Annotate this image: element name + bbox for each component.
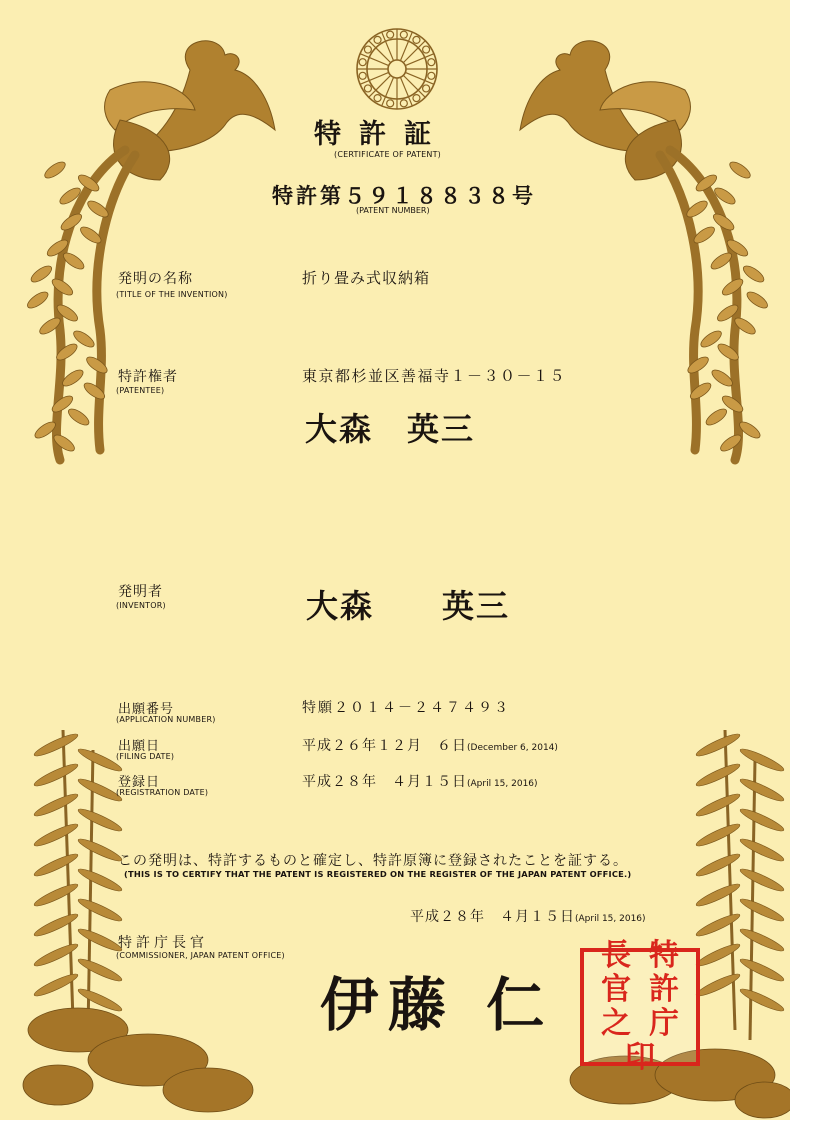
certificate-title-en: (CERTIFICATE OF PATENT) bbox=[334, 150, 442, 159]
filing-date-value: 平成２６年１２月 ６日(December 6, 2014) bbox=[302, 738, 558, 754]
official-seal-stamp bbox=[580, 938, 700, 1075]
certification-text: この発明は、特許するものと確定し、特許原簿に登録されたことを証する。 bbox=[118, 853, 628, 869]
inventor-label: 発明者 bbox=[118, 584, 163, 600]
right-phoenix-ornament bbox=[515, 30, 775, 470]
invention-title-label-en: (TITLE OF THE INVENTION) bbox=[116, 290, 228, 299]
application-number-value: 特願２０１４－２４７４９３ bbox=[302, 700, 510, 716]
registration-date-value: 平成２８年 ４月１５日(April 15, 2016) bbox=[302, 774, 538, 790]
filing-date-label: 出願日 bbox=[118, 739, 161, 754]
seal-characters: 長 特 官 許 之 庁 印 bbox=[601, 938, 679, 1075]
chrysanthemum-crest-icon bbox=[355, 27, 439, 111]
filing-date-label-en: (FILING DATE) bbox=[116, 752, 175, 761]
commissioner-signature: 伊藤 仁 bbox=[320, 971, 555, 1039]
application-number-label: 出願番号 bbox=[118, 702, 175, 717]
patent-number-label-en: (PATENT NUMBER) bbox=[356, 206, 430, 215]
certification-text-en: (THIS IS TO CERTIFY THAT THE PATENT IS REGISTERED ON THE REGISTER OF THE JAPAN PATENT OFFICE.) bbox=[124, 869, 632, 879]
commissioner-label-en: (COMMISSIONER, JAPAN PATENT OFFICE) bbox=[116, 951, 285, 960]
registration-date-label-en: (REGISTRATION DATE) bbox=[116, 788, 209, 797]
scan-border bbox=[790, 0, 816, 1123]
filing-date-value-en: (December 6, 2014) bbox=[467, 743, 558, 753]
patentee-label-en: (PATENTEE) bbox=[116, 386, 165, 395]
registration-date-value-en: (April 15, 2016) bbox=[467, 779, 538, 789]
application-number-label-en: (APPLICATION NUMBER) bbox=[116, 715, 216, 724]
certificate-title: 特許証 bbox=[314, 119, 449, 150]
invention-title-label: 発明の名称 bbox=[118, 271, 193, 287]
inventor-name: 大森 英三 bbox=[306, 587, 511, 625]
left-phoenix-ornament bbox=[20, 30, 280, 470]
commissioner-label: 特許庁長官 bbox=[118, 935, 208, 951]
patent-number: 特許第５９１８８３８号 bbox=[272, 184, 536, 208]
certification-date-en: (April 15, 2016) bbox=[575, 914, 646, 924]
invention-title-value: 折り畳み式収納箱 bbox=[302, 269, 431, 287]
patentee-address: 東京都杉並区善福寺１－３０－１５ bbox=[302, 367, 567, 385]
inventor-label-en: (INVENTOR) bbox=[116, 601, 166, 610]
patentee-name: 大森 英三 bbox=[305, 410, 476, 448]
patentee-label: 特許権者 bbox=[118, 369, 178, 385]
registration-date-label: 登録日 bbox=[118, 775, 161, 790]
certification-date: 平成２８年 ４月１５日(April 15, 2016) bbox=[410, 909, 646, 925]
